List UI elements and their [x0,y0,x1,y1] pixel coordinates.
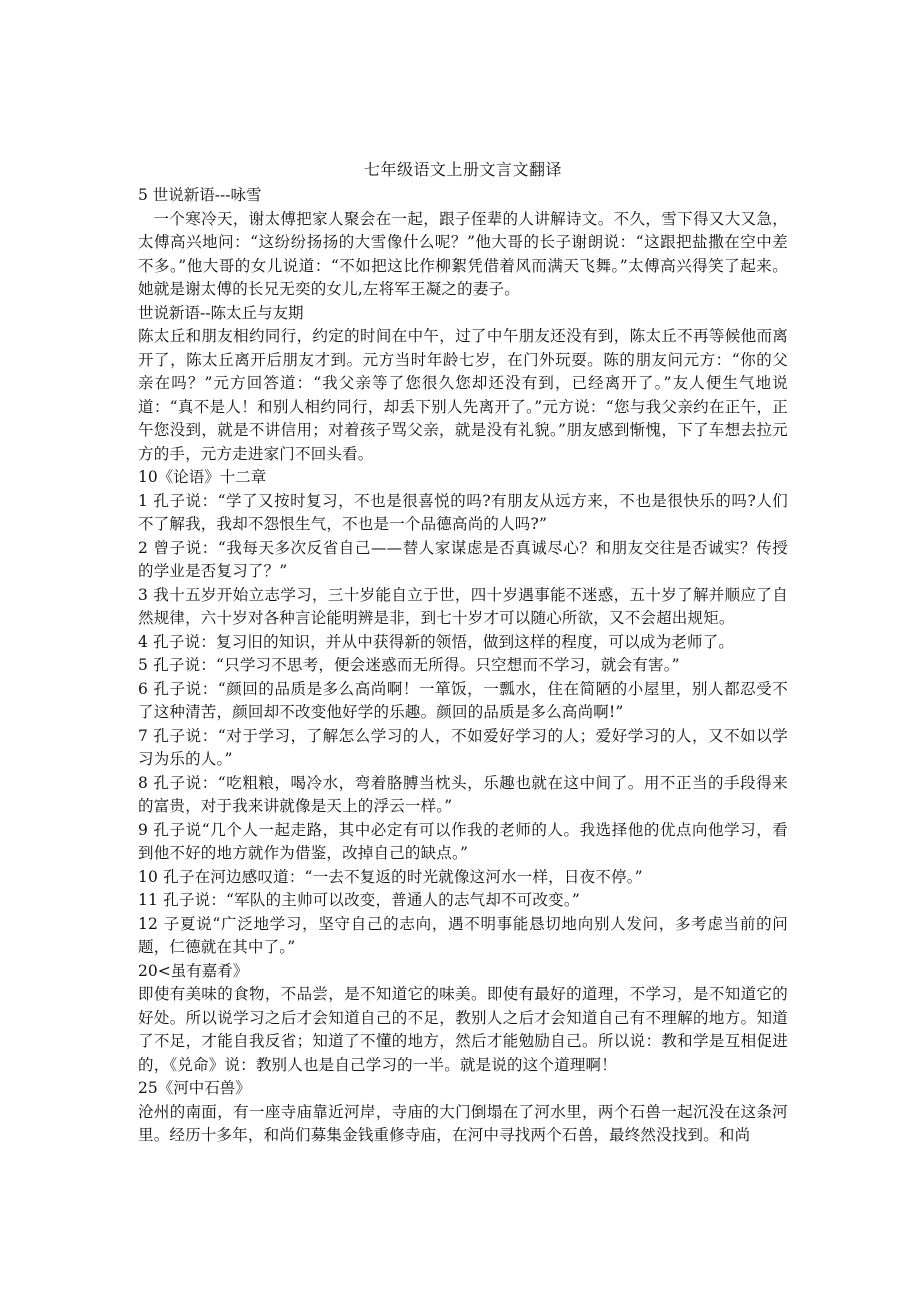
paragraph: 一个寒冷天，谢太傅把家人聚会在一起，跟子侄辈的人讲解诗文。不久，雪下得又大又急，太傅高兴地问：“这纷纷扬扬的大雪像什么呢？”他大哥的长子谢朗说：“这跟把盐撒在空中差不多。”他大哥的女儿说道：“不如把这比作柳絮凭借着风而满天飞舞。”太傅高兴得笑了起来。她就是谢太傅的长兄无奕的女儿,左将军王凝之的妻子。 [138,209,788,298]
paragraph: 2 曾子说：“我每天多次反省自己——替人家谋虑是否真诚尽心？和朋友交往是否诚实？传授的学业是否复习了？” [138,538,788,580]
document-page [138,158,788,1148]
section-chen-taiqiu [138,302,788,467]
section-heading: 10《论语》十二章 [138,468,267,486]
section-he-zhong-shi-shou [138,1077,788,1148]
section-heading: 20<虽有嘉肴》 [138,961,249,980]
paragraph: 9 孔子说“几个人一起走路，其中必定有可以作我的老师的人。我选择他的优点向他学习，看到他不好的地方就作为借鉴，改掉自己的缺点。” [138,820,788,862]
paragraph: 3 我十五岁开始立志学习，三十岁能自立于世，四十岁遇事能不迷惑，五十岁了解并顺应了自然规律，六十岁对各种言论能明辨是非，到七十岁才可以随心所欲，又不会超出规矩。 [138,585,788,627]
paragraph: 沧州的南面，有一座寺庙靠近河岸，寺庙的大门倒塌在了河水里，两个石兽一起沉没在这条河里。经历十多年，和尚们募集金钱重修寺庙，在河中寻找两个石兽，最终然没找到。和尚 [138,1102,788,1144]
paragraph: 4 孔子说：复习旧的知识，并从中获得新的领悟，做到这样的程度，可以成为老师了。 [138,632,735,651]
paragraph: 10 孔子在河边感叹道：“一去不复返的时光就像这河水一样，日夜不停。” [138,867,643,886]
section-heading: 5 世说新语---咏雪 [138,186,262,204]
paragraph: 7 孔子说：“对于学习，了解怎么学习的人，不如爱好学习的人；爱好学习的人，又不如以学习为乐的人。” [138,726,788,768]
section-heading: 世说新语--陈太丘与友期 [138,303,304,322]
paragraph: 12 子夏说“广泛地学习，坚守自己的志向，遇不明事能恳切地向别人发问，多考虑当前的问题，仁德就在其中了。” [138,914,788,956]
paragraph: 即使有美味的食物，不品尝，是不知道它的味美。即使有最好的道理，不学习，是不知道它的好处。所以说学习之后才会知道自己的不足，教别人之后才会知道自己有不理解的地方。知道了不足，才能自我反省；知道了不懂的地方，然后才能勉励自己。所以说：教和学是互相促进的，《兑命》说：教别人也是自己学习的一半。就是说的这个道理啊！ [138,985,788,1074]
paragraph: 5 孔子说：“只学习不思考，便会迷惑而无所得。只空想而不学习，就会有害。” [138,656,680,674]
paragraph: 1 孔子说：“学了又按时复习，不也是很喜悦的吗?有朋友从远方来，不也是很快乐的吗?人们不了解我，我却不怨恨生气，不也是一个品德高尚的人吗?” [138,491,788,533]
paragraph: 8 孔子说：“吃粗粮，喝冷水，弯着胳膊当枕头，乐趣也就在这中间了。用不正当的手段得来的富贵，对于我来讲就像是天上的浮云一样。” [138,773,788,815]
section-lunyu [138,466,788,960]
section-sui-you-jia-yao [138,960,788,1078]
paragraph: 11 孔子说：“军队的主帅可以改变，普通人的志气却不可改变。” [138,891,580,909]
section-heading: 25《河中石兽》 [138,1079,251,1097]
paragraph: 6 孔子说：“颜回的品质是多么高尚啊！一箪饭，一瓢水，住在简陋的小屋里，别人都忍受不了这种清苦，颜回却不改变他好学的乐趣。颜回的品质是多么高尚啊!” [138,679,788,721]
document-title: 七年级语文上册文言文翻译 [363,160,562,179]
section-yong-xue [138,184,788,302]
paragraph: 陈太丘和朋友相约同行，约定的时间在中午，过了中午朋友还没有到，陈太丘不再等候他而离开了，陈太丘离开后朋友才到。元方当时年龄七岁，在门外玩耍。陈的朋友问元方：“你的父亲在吗？”元方回答道：“我父亲等了您很久您却还没有到，已经离开了。”友人便生气地说道：“真不是人！和别人相约同行，却丢下别人先离开了。”元方说：“您与我父亲约在正午，正午您没到，就是不讲信用；对着孩子骂父亲，就是没有礼貌。”朋友感到惭愧，下了车想去拉元方的手，元方走进家门不回头看。 [138,327,788,463]
